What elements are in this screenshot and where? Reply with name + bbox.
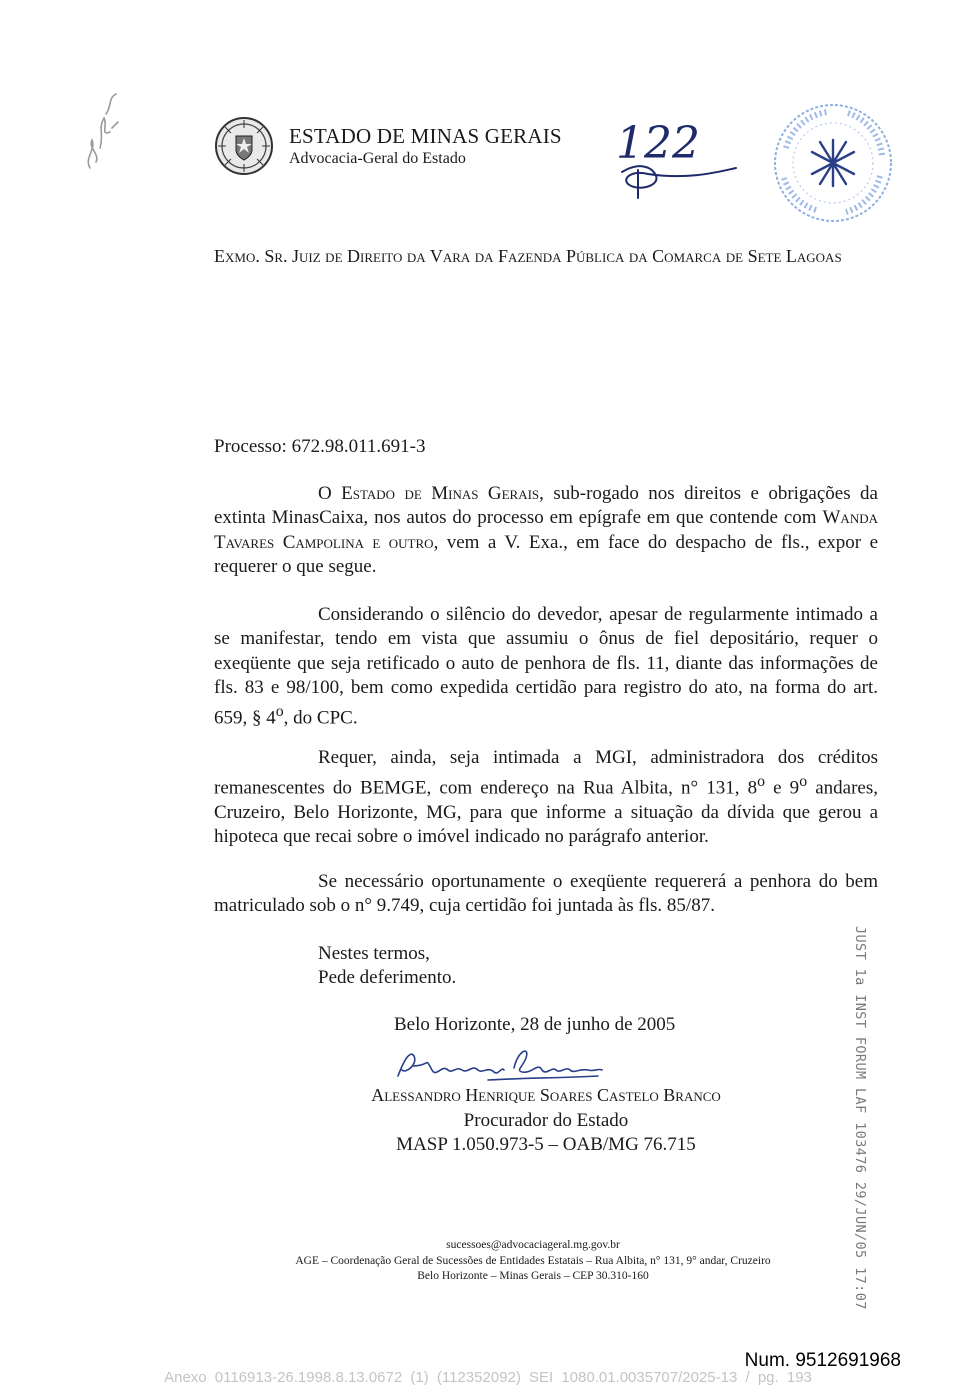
closing-line-1: Nestes termos, — [318, 943, 430, 964]
process-number: Processo: 672.98.011.691-3 — [214, 436, 426, 457]
paragraph-4: Se necessário oportunamente o exeqüente requererá a penhora do bem matriculado sob o n° 9.749, cuja certidão foi juntada às fls. 85/87. — [214, 871, 878, 917]
protocol-stamp — [846, 926, 870, 1310]
p1-before: O — [318, 483, 342, 504]
signatory-registration: MASP 1.050.973-5 – OAB/MG 76.715 — [396, 1134, 696, 1155]
handwritten-signature — [392, 1040, 612, 1086]
footer-email: sucessoes@advocaciageral.mg.gov.br — [446, 1239, 620, 1251]
official-seal-icon — [768, 98, 898, 228]
p3-c: andares, Cruzeiro, Belo Horizonte, MG, para que informe a situação da dívida que gerou a hipoteca que recai sobre o imóvel indicado no parágrafo anterior. — [214, 777, 879, 848]
p1-mid: , sub-rogado nos direitos e obrigações da extinta MinasCaixa, nos autos do processo em epígrafe em que contende com — [214, 483, 878, 529]
p3-b: e 9 — [765, 777, 800, 799]
paragraph-3 — [214, 746, 878, 850]
addressee: Exmo. Sr. Juiz de Direito da Vara da Fazenda Pública da Comarca de Sete Lagoas — [214, 246, 842, 266]
footer-address-2: Belo Horizonte – Minas Gerais – CEP 30.310-160 — [417, 1270, 649, 1282]
p1-after: , vem a V. Exa., em face do despacho de fls., expor e requerer o que segue. — [214, 531, 878, 577]
p3-sup1: o — [757, 773, 765, 791]
document-number: Num. 9512691968 — [744, 1350, 901, 1371]
closing-line-2: Pede deferimento. — [318, 967, 457, 988]
coat-of-arms-icon — [214, 116, 274, 176]
p2-sup: o — [275, 703, 284, 721]
protocol-stamp-text: JUST 1a INST FORUM LAF 103476 29/JUN/05 17:07 — [852, 926, 868, 1310]
signatory-role: Procurador do Estado — [463, 1110, 629, 1131]
annex-reference: Anexo 0116913-26.1998.8.13.0672 (1) (112352092) SEI 1080.01.0035707/2025-13 / pg. 193 — [164, 1369, 812, 1386]
p2-end: , do CPC. — [283, 707, 358, 729]
place-date: Belo Horizonte, 28 de junho de 2005 — [394, 1014, 676, 1035]
handwritten-initials — [70, 88, 130, 178]
p3-a: Requer, ainda, seja intimada a MGI, administradora dos créditos remanescentes do BEMGE, com endereço na Rua Albita, n° 131, 8 — [214, 747, 878, 799]
handwritten-folio — [608, 100, 758, 210]
footer-address-1: AGE – Coordenação Geral de Sucessões de Entidades Estatais – Rua Albita, n° 131, 9° andar, Cruzeiro — [295, 1255, 771, 1267]
org-title: ESTADO DE MINAS GERAIS — [289, 124, 562, 148]
paragraph-1 — [214, 482, 878, 579]
p1-opponent: Wanda Tavares Campolina e outro — [214, 507, 878, 553]
p3-sup2: o — [799, 773, 808, 791]
signatory-name: Alessandro Henrique Soares Castelo Branco — [371, 1085, 721, 1105]
org-subtitle: Advocacia-Geral do Estado — [289, 150, 466, 167]
folio-number: 122 — [616, 118, 700, 169]
p2-text: Considerando o silêncio do devedor, apesar de regularmente intimado a se manifestar, tendo em vista que assumiu o ônus de fiel depositário, requer o exeqüente que seja retificado o auto de penhora de fls. 11, diante das informações de fls. 83 e 98/100, bem como expedida certidão para registro do ato, na forma do art. 659, § 4 — [214, 604, 878, 729]
paragraph-2 — [214, 603, 878, 731]
p1-party: Estado de Minas Gerais — [341, 483, 540, 504]
